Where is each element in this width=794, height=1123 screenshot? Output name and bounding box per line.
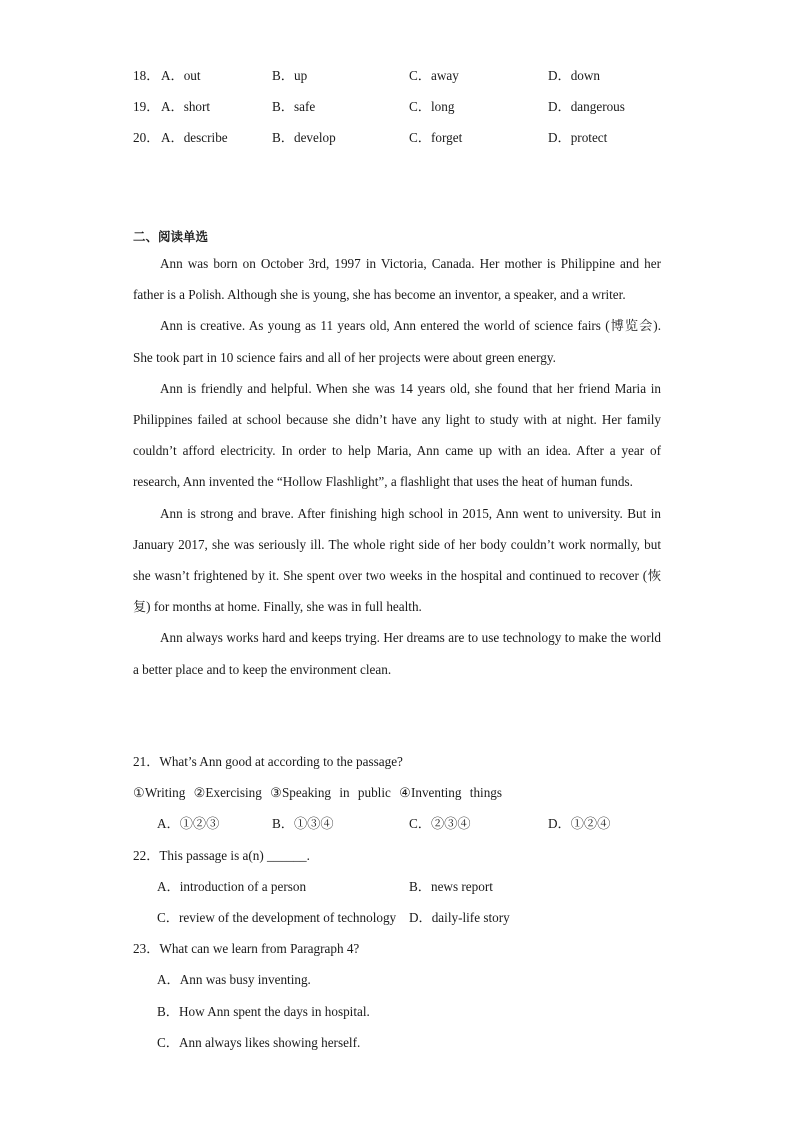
option-c: C．review of the development of technology [157,910,397,925]
option-b: B．①③④ [272,816,334,831]
option-b: B．safe [272,99,316,114]
passage-paragraph-1: Ann was born on October 3rd, 1997 in Victoria, Canada. Her mother is Philippine and her father is a Polish. Although she is young, she has become an inventor, a speaker, and a writer. [133,256,661,303]
option-a: A．Ann was busy inventing. [157,972,311,987]
option-d: D．daily-life story [409,910,510,925]
question-number: 19． [133,99,160,114]
passage-paragraph-3: Ann is friendly and helpful. When she was 14 years old, she found that her friend Maria in Philippines failed at school because she didn’t have any light to study with at night. Her family couldn’t afford electricity. In order to help Maria, Ann came up with an idea. After a year of research, Ann invented the “Hollow Flashlight”, a flashlight that uses the heat of human funds. [133,380,661,490]
passage-paragraph-2: Ann is creative. As young as 11 years old, Ann entered the world of science fairs (博览会). She took part in 10 science fairs and all of her projects were about green energy. [133,318,661,365]
option-d: D．down [548,68,601,83]
option-c: C．long [409,99,455,114]
option-a: A．describe [161,130,228,145]
option-b: B．develop [272,130,336,145]
question-number: 20． [133,130,160,145]
question-number: 18． [133,68,160,83]
option-a: A．short [161,99,211,114]
option-b: B．How Ann spent the days in hospital. [157,1004,370,1019]
option-a: A．①②③ [157,816,220,831]
option-a: A．out [161,68,201,83]
option-c: C．②③④ [409,816,471,831]
passage-paragraph-5: Ann always works hard and keeps trying. Her dreams are to use technology to make the world a better place and to keep the environment clean. [133,630,661,677]
option-d: D．①②④ [548,816,611,831]
option-d: D．dangerous [548,99,625,114]
section-title: 二、阅读单选 [133,229,209,244]
question-21-choices: ①Writing ②Exercising ③Speaking in public ④Inventing things [133,785,503,800]
reading-passage [133,248,661,685]
passage-paragraph-4: Ann is strong and brave. After finishing high school in 2015, Ann went to university. But in January 2017, she was seriously ill. The whole right side of her body couldn’t work normally, but she wasn’t frightened by it. She spent over two weeks in the hospital and continued to recover (恢复) for months at home. Finally, she was in full health. [133,505,661,615]
option-b: B．up [272,68,308,83]
question-22-stem: 22．This passage is a(n) ______. [133,848,310,863]
question-23-stem: 23．What can we learn from Paragraph 4? [133,941,360,956]
question-21-stem: 21．What’s Ann good at according to the passage? [133,754,403,769]
option-c: C．forget [409,130,463,145]
option-a: A．introduction of a person [157,879,307,894]
option-c: C．Ann always likes showing herself. [157,1035,361,1050]
option-c: C．away [409,68,459,83]
option-b: B．news report [409,879,493,894]
option-d: D．protect [548,130,608,145]
